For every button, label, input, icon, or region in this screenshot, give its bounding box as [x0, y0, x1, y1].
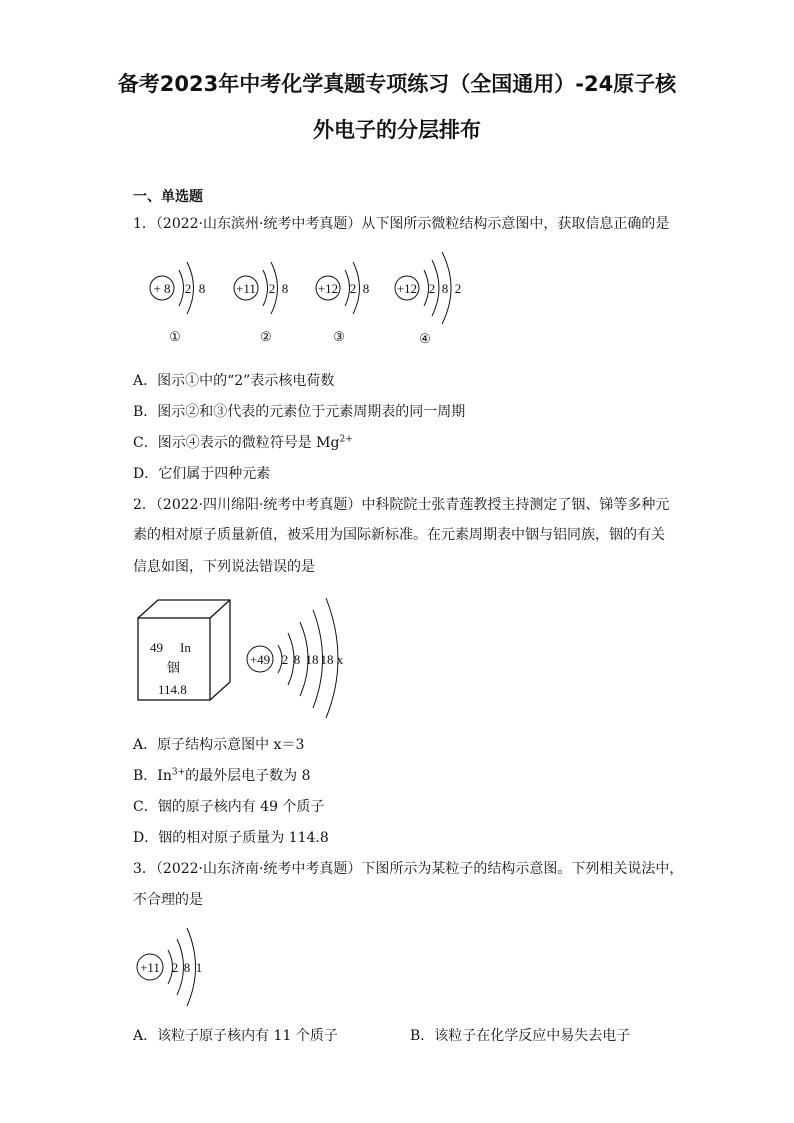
doc-title-line2: 外电子的分层排布 — [313, 118, 481, 142]
q1-atom1-shell1-count: 2 — [184, 281, 192, 296]
q2-option-d[interactable]: D．铟的相对原子质量为 114.8 — [133, 830, 329, 846]
q1-atom2-shell1-count: 2 — [268, 281, 276, 296]
q2-option-a[interactable]: A．原子结构示意图中 x＝3 — [133, 737, 305, 753]
q2-atom-shell1-count: 2 — [281, 652, 289, 667]
q2-atom-shell3-count: 18 — [305, 652, 319, 667]
q3-atom-shell3-count: 1 — [195, 960, 203, 975]
q3-stem-line1: 3．（2022·山东济南·统考中考真题）下图所示为某粒子的结构示意图。下列相关说法中， — [133, 861, 684, 877]
q2-option-b-superscript: 3+ — [171, 767, 186, 778]
q2-stem-line1: 2．（2022·四川绵阳·统考中考真题）中科院院士张青莲教授主持测定了铟、锑等多种元 — [133, 497, 670, 513]
q2-element-figure — [130, 590, 360, 720]
q2-atom-shell2-count: 8 — [293, 652, 301, 667]
q1-option-c-superscript: 2+ — [339, 434, 353, 445]
q1-atom1-nucleus-label: + 8 — [153, 281, 171, 296]
q1-option-c-text: C．图示④表示的微粒符号是 Mg — [133, 435, 340, 451]
q3-option-a[interactable]: A．该粒子原子核内有 11 个质子 — [133, 1028, 338, 1044]
q2-element-name: 铟 — [167, 660, 181, 675]
q1-option-d[interactable]: D．它们属于四种元素 — [133, 466, 271, 482]
q2-atomic-mass: 114.8 — [158, 682, 187, 697]
q1-atom3-shell1-count: 2 — [349, 281, 357, 296]
q1-option-b[interactable]: B．图示②和③代表的元素位于元素周期表的同一周期 — [133, 404, 466, 420]
q3-atom-nucleus-label: +11 — [140, 960, 160, 975]
q1-atom1-shell1 — [179, 270, 184, 306]
q2-atom-nucleus-label: +49 — [249, 652, 271, 667]
q2-option-b[interactable] — [133, 765, 310, 785]
q3-option-b[interactable]: B．该粒子在化学反应中易失去电子 — [410, 1028, 631, 1044]
q1-atom1-label: ① — [169, 329, 181, 344]
q1-atom3-label: ③ — [333, 329, 345, 344]
q1-atom4-shell2-count: 8 — [441, 281, 449, 296]
q1-atom2-shell2-count: 8 — [281, 281, 289, 296]
q2-option-b-prefix: B．In — [133, 768, 172, 784]
q1-atom2-nucleus-label: +11 — [236, 281, 256, 296]
q2-option-b-suffix: 的最外层电子数为 8 — [185, 768, 311, 784]
q1-atom2-shell1 — [263, 270, 268, 306]
q1-atom4-nucleus-label: +12 — [396, 281, 418, 296]
q1-atom3-nucleus-label: +12 — [317, 281, 339, 296]
q3-stem-line2: 不合理的是 — [133, 892, 203, 908]
q2-atom-shell4-count: 18 — [320, 652, 334, 667]
q1-option-a[interactable]: A．图示①中的“2”表示核电荷数 — [133, 373, 335, 389]
q1-atom4-shell1-count: 2 — [428, 281, 436, 296]
q2-stem-line2: 素的相对原子质量新值，被采用为国际新标准。在元素周期表中铟与铝同族，铟的有关 — [133, 527, 665, 543]
q1-atom-diagrams — [140, 240, 480, 350]
q1-stem: 1．（2022·山东滨州·统考中考真题）从下图所示微粒结构示意图中，获取信息正确的是 — [133, 216, 670, 232]
q1-atom4-label: ④ — [419, 331, 431, 346]
q1-option-c[interactable] — [133, 432, 353, 452]
section-heading: 一、单选题 — [133, 189, 203, 205]
q1-atom2-label: ② — [260, 329, 272, 344]
q2-atom-shell5-count: x — [336, 652, 344, 667]
doc-title-line1: 备考2023年中考化学真题专项练习（全国通用）-24原子核 — [117, 72, 677, 96]
q2-element-symbol: In — [180, 640, 191, 655]
q2-atomic-number: 49 — [150, 640, 163, 655]
q1-atom1-shell2-count: 8 — [198, 281, 206, 296]
q3-atom-shell2-count: 8 — [183, 960, 191, 975]
q1-atom3-shell2-count: 8 — [362, 281, 370, 296]
q3-atom-shell1-count: 2 — [171, 960, 179, 975]
q2-stem-line3: 信息如图，下列说法错误的是 — [133, 559, 315, 575]
q3-atom-diagram — [130, 920, 220, 1010]
q2-option-c[interactable]: C．铟的原子核内有 49 个质子 — [133, 799, 325, 815]
q1-atom4-shell3-count: 2 — [454, 281, 462, 296]
